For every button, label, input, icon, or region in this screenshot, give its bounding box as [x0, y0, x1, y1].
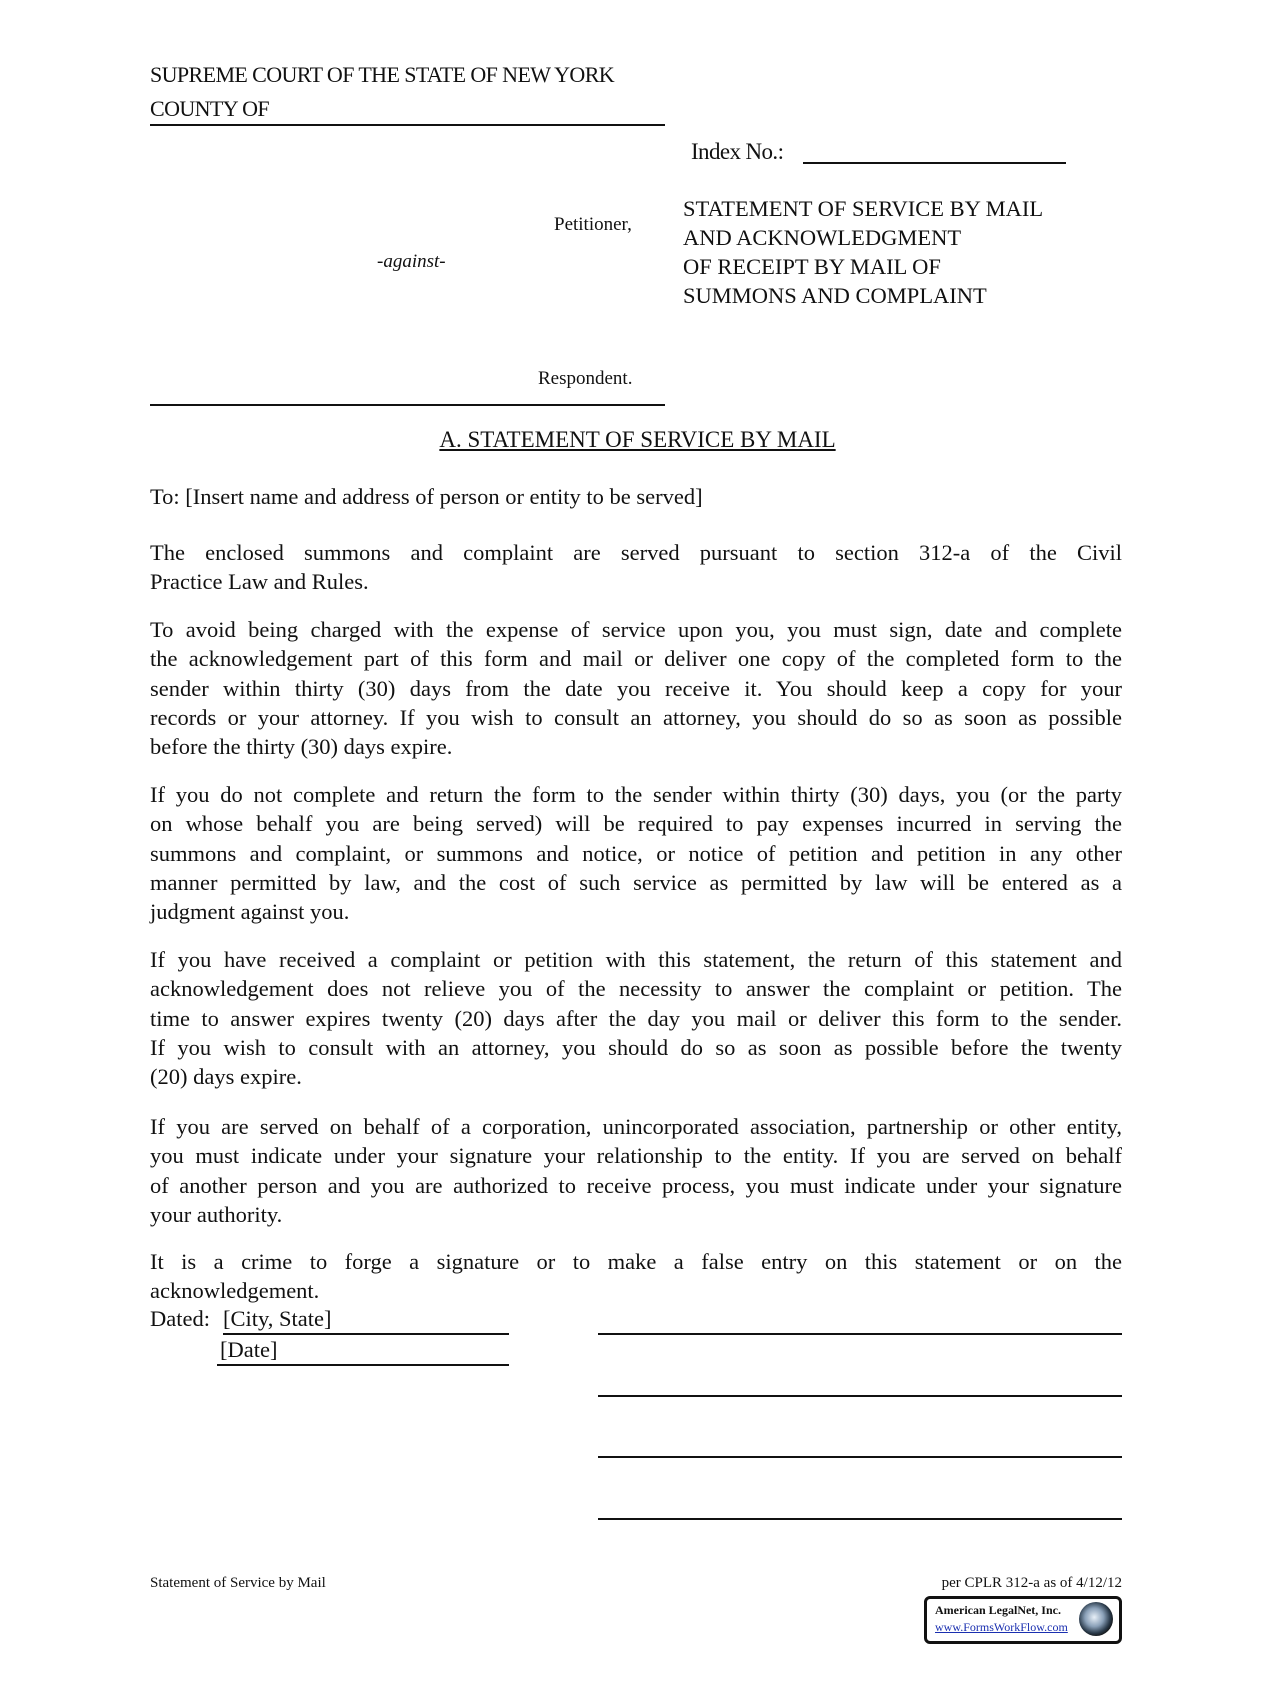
title-line: AND ACKNOWLEDGMENT — [683, 225, 962, 250]
paragraph-line: acknowledgement does not relieve you of the necessity to answer the complaint or petition. The — [150, 976, 1122, 1002]
paragraph-line: time to answer expires twenty (20) days after the day you mail or deliver this form to the sender. — [150, 1005, 1122, 1031]
paragraph-line: It is a crime to forge a signature or to make a false entry on this statement or on the — [150, 1249, 1122, 1274]
dated-date[interactable]: [Date] — [220, 1337, 278, 1362]
index-label: Index No.: — [691, 139, 784, 164]
document-title — [683, 194, 1043, 310]
to-line: To: [Insert name and address of person or entity to be served] — [150, 484, 703, 509]
paragraph — [150, 780, 1122, 926]
title-line: SUMMONS AND COMPLAINT — [683, 283, 987, 308]
address-line[interactable] — [598, 1456, 1122, 1458]
court-name: SUPREME COURT OF THE STATE OF NEW YORK — [150, 62, 615, 87]
paragraph-line: judgment against you. — [150, 899, 350, 925]
paragraph-line: If you do not complete and return the form to the sender within thirty (30) days, you (or the party — [150, 782, 1122, 807]
footer-left: Statement of Service by Mail — [150, 1575, 326, 1591]
paragraph — [150, 945, 1122, 1091]
address-line-2[interactable] — [598, 1518, 1122, 1520]
paragraph-line: records or your attorney. If you wish to consult an attorney, you should do so as soon as possible — [150, 704, 1122, 730]
section-heading: A. STATEMENT OF SERVICE BY MAIL — [439, 427, 836, 452]
county-underline — [150, 124, 665, 126]
paragraph — [150, 615, 1122, 761]
paragraph-line: summons and complaint, or summons and notice, or notice of petition and petition in any other — [150, 840, 1122, 866]
paragraph-line: If you are served on behalf of a corporation, unincorporated association, partnership or other entity, — [150, 1114, 1122, 1139]
paragraph-line: acknowledgement. — [150, 1278, 320, 1304]
paragraph-line: Practice Law and Rules. — [150, 569, 369, 595]
title-line: OF RECEIPT BY MAIL OF — [683, 254, 941, 279]
county-label: COUNTY OF — [150, 96, 270, 121]
paragraph-line: before the thirty (30) days expire. — [150, 734, 453, 760]
paragraph — [150, 538, 1122, 597]
index-number-field[interactable] — [803, 162, 1066, 164]
paragraph-line: The enclosed summons and complaint are served pursuant to section 312-a of the Civil — [150, 540, 1122, 565]
paragraph-line: you must indicate under your signature your relationship to the entity. If you are served on behalf — [150, 1143, 1122, 1169]
respondent-label: Respondent. — [538, 368, 633, 389]
name-line[interactable] — [598, 1395, 1122, 1397]
paragraph — [150, 1247, 1122, 1306]
paragraph-line: sender within thirty (30) days from the date you receive it. You should keep a copy for your — [150, 675, 1122, 701]
paragraph-line: To avoid being charged with the expense of service upon you, you must sign, date and complete — [150, 617, 1122, 642]
paragraph-line: of another person and you are authorized to receive process, you must indicate under your signature — [150, 1172, 1122, 1198]
against-label: -against- — [377, 251, 446, 272]
globe-icon — [1079, 1602, 1113, 1636]
city-underline — [223, 1333, 509, 1335]
paragraph-line: If you have received a complaint or petition with this statement, the return of this statement and — [150, 947, 1122, 972]
caption-divider — [150, 404, 665, 406]
logo-name: American LegalNet, Inc. — [935, 1603, 1061, 1617]
paragraph-line: on whose behalf you are being served) will be required to pay expenses incurred in serving the — [150, 811, 1122, 837]
american-legalnet-logo — [924, 1596, 1122, 1644]
dated-label: Dated: — [150, 1306, 210, 1331]
section-heading-wrap — [0, 427, 1275, 453]
paragraph — [150, 1112, 1122, 1229]
title-line: STATEMENT OF SERVICE BY MAIL — [683, 196, 1044, 221]
paragraph-line: (20) days expire. — [150, 1064, 302, 1090]
signature-line[interactable] — [598, 1333, 1122, 1335]
petitioner-label: Petitioner, — [554, 214, 632, 235]
paragraph-line: If you wish to consult with an attorney, you should do so as soon as possible before the twenty — [150, 1034, 1122, 1060]
paragraph-line: your authority. — [150, 1201, 283, 1227]
footer-right: per CPLR 312-a as of 4/12/12 — [941, 1575, 1122, 1591]
date-underline — [217, 1364, 509, 1366]
paragraph-line: the acknowledgement part of this form and mail or deliver one copy of the completed form to the — [150, 646, 1122, 672]
dated-city[interactable]: [City, State] — [223, 1306, 332, 1331]
paragraph-line: manner permitted by law, and the cost of such service as permitted by law will be entered as a — [150, 869, 1122, 895]
logo-link[interactable]: www.FormsWorkFlow.com — [935, 1620, 1068, 1634]
